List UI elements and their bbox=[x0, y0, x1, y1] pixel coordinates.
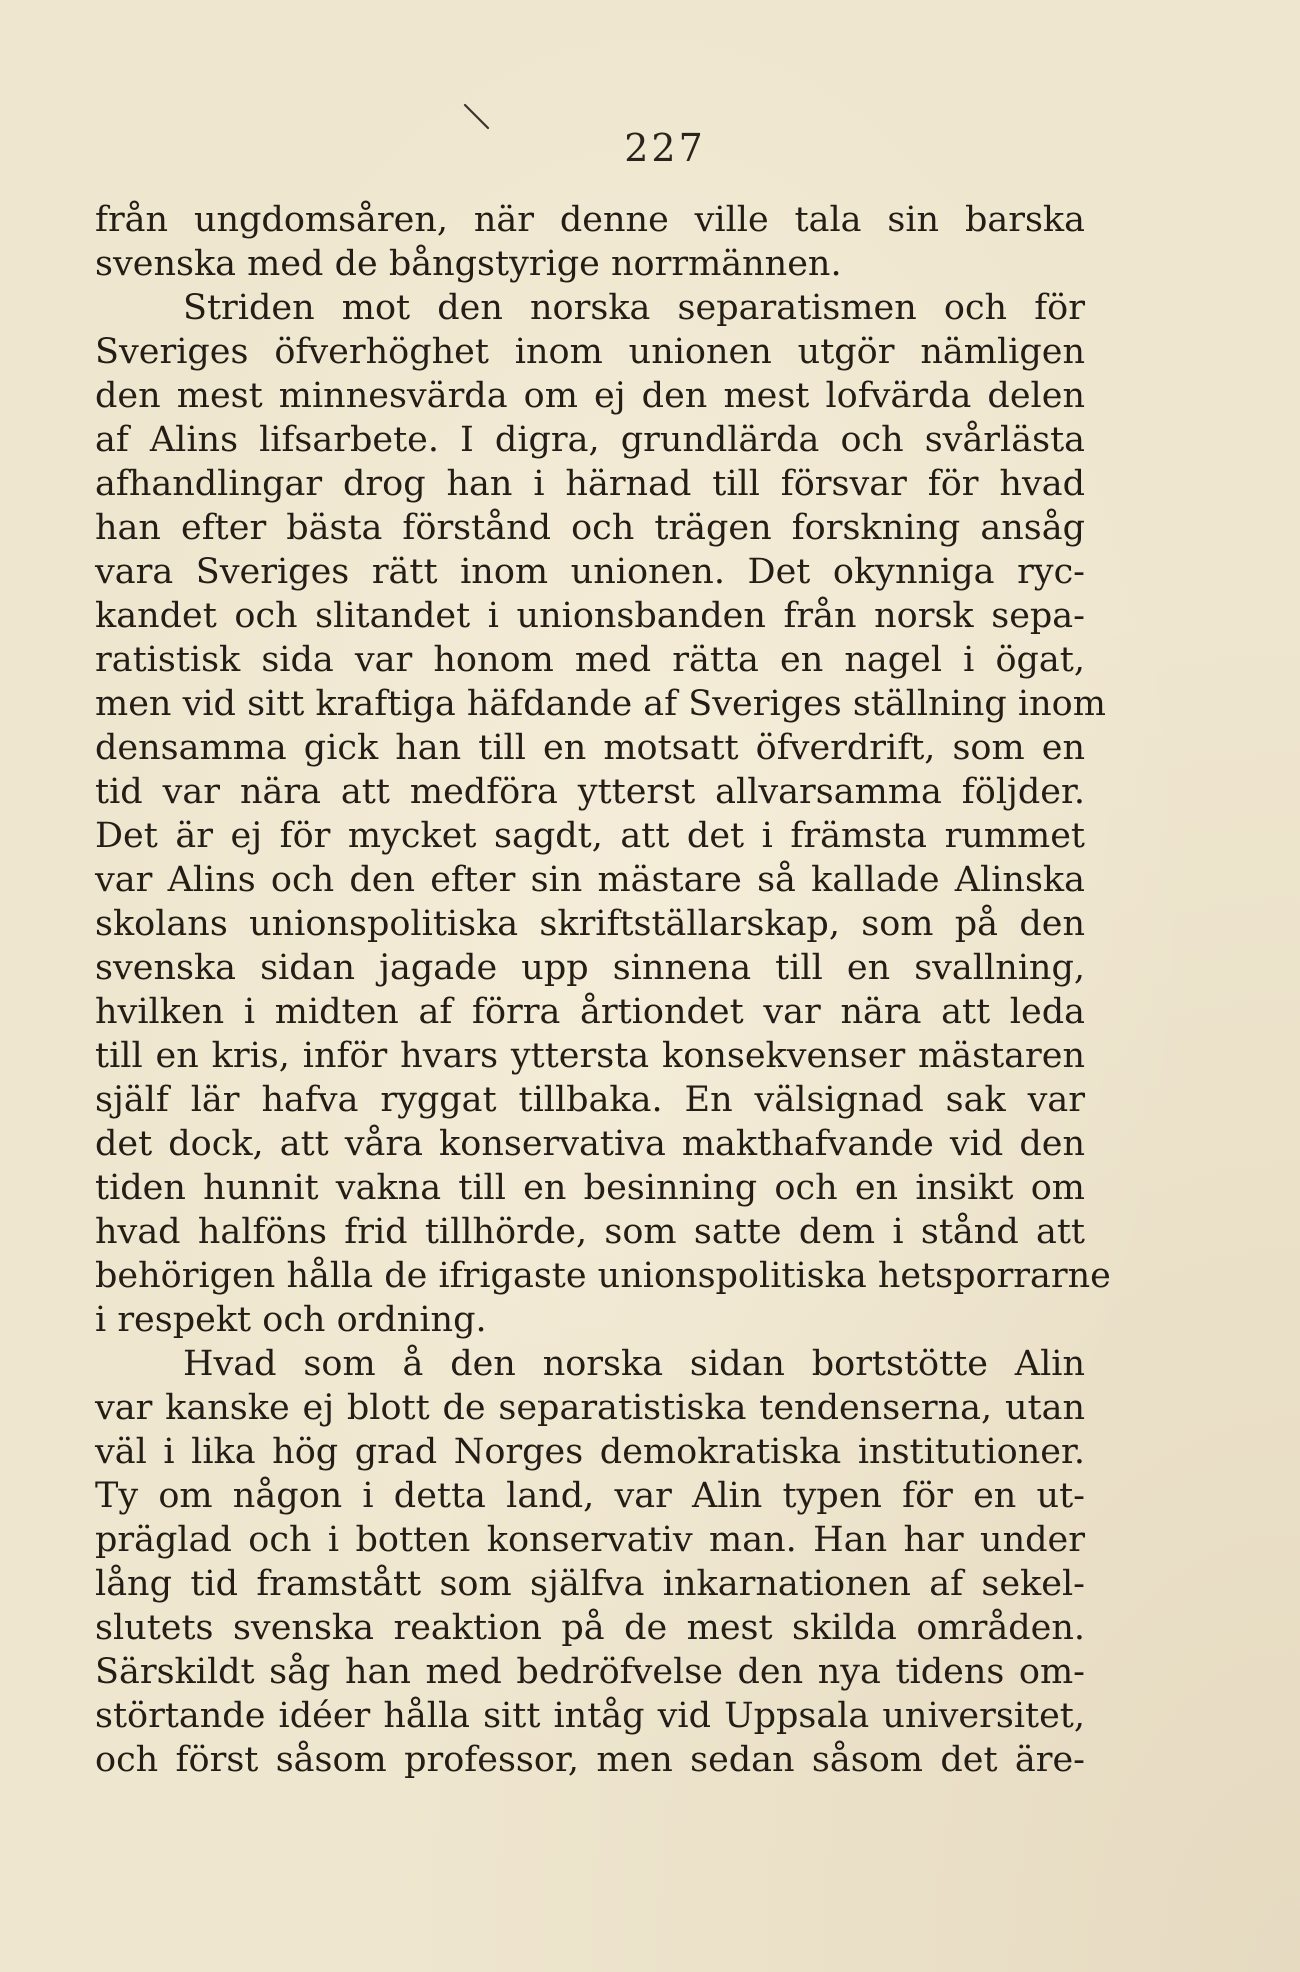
text-line: slutets svenska reaktion på de mest skilda områden. bbox=[95, 1608, 1085, 1648]
text-line: var Alins och den efter sin mästare så kallade Alinska bbox=[95, 860, 1085, 900]
text-line: tid var nära att medföra ytterst allvarsamma följder. bbox=[95, 772, 1085, 812]
text-line: hvilken i midten af förra årtiondet var nära att leda bbox=[95, 992, 1085, 1032]
text-line: afhandlingar drog han i härnad till försvar för hvad bbox=[95, 464, 1085, 504]
text-line: var kanske ej blott de separatistiska tendenserna, utan bbox=[95, 1388, 1085, 1428]
text-line: till en kris, inför hvars yttersta konsekvenser mästaren bbox=[95, 1036, 1085, 1076]
text-line: men vid sitt kraftiga häfdande af Sveriges ställning inom bbox=[95, 684, 1106, 724]
text-line: Sveriges öfverhöghet inom unionen utgör nämligen bbox=[95, 332, 1085, 372]
text-line: tiden hunnit vakna till en besinning och en insikt om bbox=[95, 1168, 1085, 1208]
text-line: väl i lika hög grad Norges demokratiska institutioner. bbox=[95, 1432, 1085, 1472]
text-line: svenska med de bångstyrige norrmännen. bbox=[95, 244, 842, 284]
text-line: den mest minnesvärda om ej den mest lofvärda delen bbox=[95, 376, 1085, 416]
text-line: kandet och slitandet i unionsbanden från norsk sepa- bbox=[95, 596, 1085, 636]
text-line: svenska sidan jagade upp sinnena till en svallning, bbox=[95, 948, 1085, 988]
text-line: från ungdomsåren, när denne ville tala sin barska bbox=[95, 200, 1085, 240]
text-line: skolans unionspolitiska skriftställarskap, som på den bbox=[95, 904, 1085, 944]
text-line: densamma gick han till en motsatt öfverdrift, som en bbox=[95, 728, 1085, 768]
text-line: det dock, att våra konservativa makthafvande vid den bbox=[95, 1124, 1085, 1164]
text-line: hvad halföns frid tillhörde, som satte dem i stånd att bbox=[95, 1212, 1085, 1252]
text-line: störtande idéer hålla sitt intåg vid Uppsala universitet, bbox=[95, 1696, 1085, 1736]
text-line: och först såsom professor, men sedan såsom det äre- bbox=[95, 1740, 1085, 1780]
text-line: vara Sveriges rätt inom unionen. Det okynniga ryc- bbox=[95, 552, 1085, 592]
text-line: af Alins lifsarbete. I digra, grundlärda och svårlästa bbox=[95, 420, 1085, 460]
paragraph-start-line: Hvad som å den norska sidan bortstötte Alin bbox=[183, 1344, 1085, 1384]
text-line: Särskildt såg han med bedröfvelse den nya tidens om- bbox=[95, 1652, 1085, 1692]
paragraph-start-line: Striden mot den norska separatismen och för bbox=[183, 288, 1085, 328]
text-line: lång tid framstått som själfva inkarnationen af sekel- bbox=[95, 1564, 1085, 1604]
text-line: ratistisk sida var honom med rätta en nagel i ögat, bbox=[95, 640, 1085, 680]
body-text bbox=[95, 198, 1111, 1782]
text-line: i respekt och ordning. bbox=[95, 1300, 487, 1340]
text-line: behörigen hålla de ifrigaste unionspolitiska hetsporrarne bbox=[95, 1256, 1111, 1296]
page-number: 227 bbox=[624, 126, 706, 170]
text-line: själf lär hafva ryggat tillbaka. En välsignad sak var bbox=[95, 1080, 1085, 1120]
text-line: präglad och i botten konservativ man. Han har under bbox=[95, 1520, 1085, 1560]
text-line: Det är ej för mycket sagdt, att det i främsta rummet bbox=[95, 816, 1085, 856]
text-line: Ty om någon i detta land, var Alin typen för en ut- bbox=[95, 1476, 1085, 1516]
text-line: han efter bästa förstånd och trägen forskning ansåg bbox=[95, 508, 1085, 548]
